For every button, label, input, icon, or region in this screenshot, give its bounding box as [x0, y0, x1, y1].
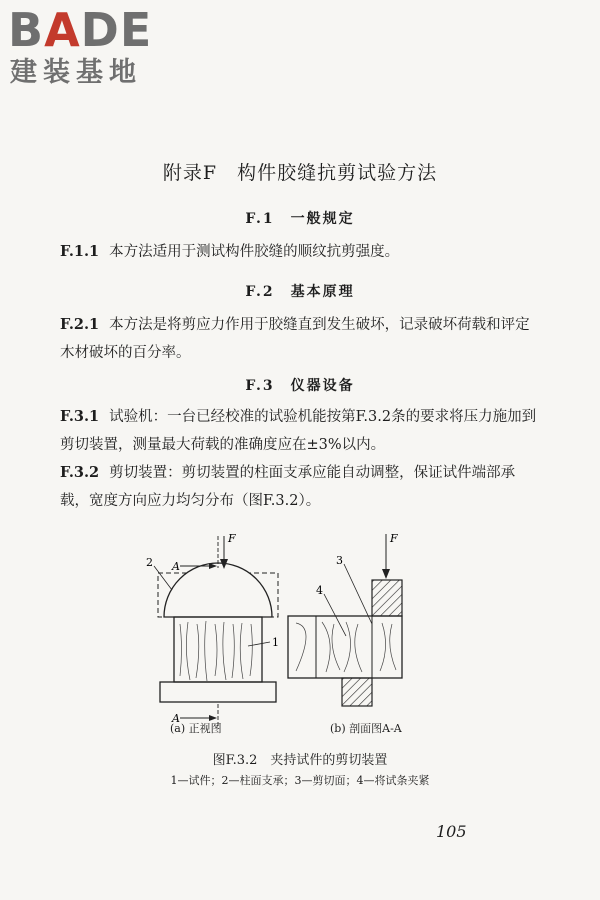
force-arrowhead-b: [382, 569, 390, 579]
number-4: 4: [316, 584, 323, 597]
clause-text: 剪切装置：剪切装置的柱面支承应能自动调整，保证试件端部承载，宽度方向应力均匀分布（图F.3.2）。: [60, 465, 516, 509]
number-1: 1: [272, 636, 279, 649]
upper-clamp-block: [372, 580, 402, 616]
paragraph-f32: [60, 459, 540, 515]
section-heading-f1: F.1 一般规定: [245, 211, 355, 227]
paragraph-f21: [60, 311, 540, 367]
leader-1: [248, 642, 270, 646]
front-view-drawing: [146, 532, 279, 728]
wood-grain: [180, 621, 252, 681]
base-block: [160, 682, 276, 702]
clause-text: 本方法适用于测试构件胶缝的顺纹抗剪强度。: [109, 244, 400, 260]
figure-title: 图F.3.2 夹持试件的剪切装置: [212, 753, 388, 768]
logo-wordmark: BADE: [8, 3, 153, 57]
force-label: F: [228, 532, 236, 545]
shear-device-figure: [120, 528, 480, 734]
clause-text: 本方法是将剪应力作用于胶缝直到发生破坏，记录破坏荷载和评定木材破坏的百分率。: [60, 317, 530, 361]
caption-front-view: (a) 正视图: [170, 722, 222, 735]
clause-number: F.1.1: [60, 243, 100, 260]
paragraph-f11: [60, 238, 540, 266]
section-heading-f3: F.3 仪器设备: [245, 378, 355, 394]
logo: [8, 2, 178, 94]
clause-text: 试验机：一台已经校准的试验机能按第F.3.2条的要求将压力施加到剪切装置，测量最大荷载的准确度应在±3%以内。: [60, 409, 537, 453]
number-2: 2: [146, 556, 153, 569]
leader-4: [324, 594, 346, 636]
appendix-title: 附录F 构件胶缝抗剪试验方法: [162, 162, 438, 184]
leader-2: [154, 566, 172, 590]
wood-grain: [296, 622, 396, 672]
leader-3: [344, 564, 372, 624]
force-label-b: F: [390, 532, 398, 545]
cylindrical-support: [164, 563, 272, 617]
clause-number: F.2.1: [60, 316, 100, 333]
specimen-section: [288, 616, 402, 678]
clause-number: F.3.1: [60, 408, 100, 425]
section-heading-f2: F.2 基本原理: [245, 284, 355, 300]
paragraph-f31: [60, 403, 540, 459]
logo-subtitle: 建装基地: [10, 57, 142, 88]
clause-number: F.3.2: [60, 464, 100, 481]
section-label-top: A: [172, 560, 180, 573]
figure-legend: 1—试件；2—柱面支承；3—剪切面；4—将试条夹紧: [170, 774, 430, 787]
section-view-drawing: [288, 532, 402, 706]
page-number: 105: [436, 822, 467, 841]
section-label-bottom: A: [172, 712, 180, 725]
caption-section-view: (b) 剖面图A-A: [330, 722, 402, 735]
number-3: 3: [336, 554, 343, 567]
lower-clamp-block: [342, 678, 372, 706]
